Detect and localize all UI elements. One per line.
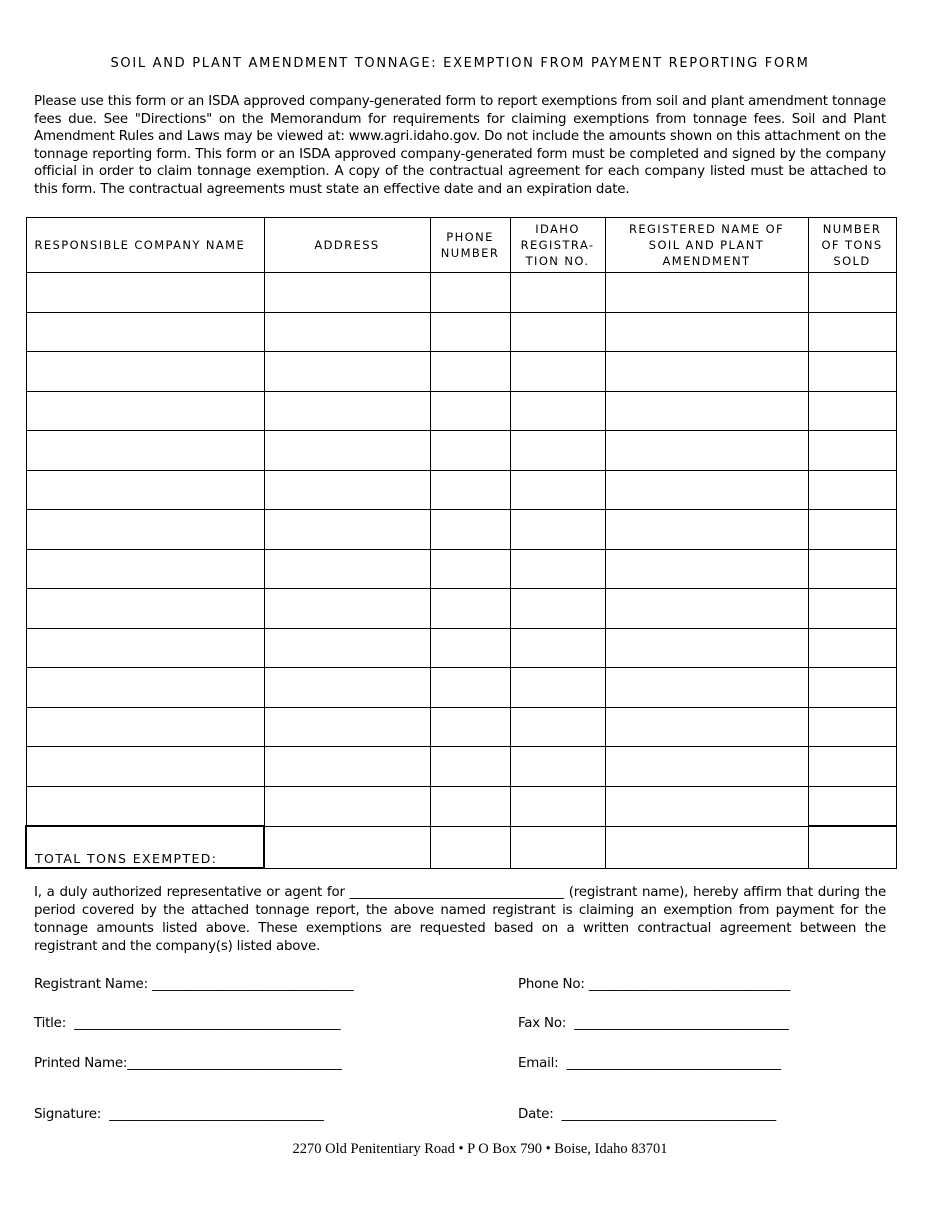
cell-tons-sold[interactable] (808, 668, 896, 708)
cell-registration[interactable] (510, 312, 605, 352)
cell-registration[interactable] (510, 470, 605, 510)
cell-phone[interactable] (430, 352, 510, 392)
cell-registration[interactable] (510, 628, 605, 668)
cell-registration[interactable] (510, 589, 605, 629)
cell-registered-name[interactable] (605, 391, 808, 431)
cell-registered-name[interactable] (605, 549, 808, 589)
total-row (26, 826, 896, 868)
col-header-idaho-line: IDAHO (535, 222, 580, 236)
cell-registered-name[interactable] (605, 786, 808, 826)
col-header-idaho-line: REGISTRA- (520, 238, 595, 252)
cell-tons-sold[interactable] (808, 312, 896, 352)
col-header-idaho-registration (510, 218, 605, 273)
printed-name-field[interactable]: Printed Name:_________________________________ (34, 1056, 342, 1071)
cell-registration[interactable] (510, 707, 605, 747)
cell-company[interactable] (26, 470, 264, 510)
footer-address: 2270 Old Penitentiary Road • P O Box 790 • Boise, Idaho 83701 (292, 1141, 668, 1157)
col-header-tons-line: NUMBER (822, 222, 882, 236)
cell-registered-name[interactable] (605, 707, 808, 747)
col-header-address: ADDRESS (264, 218, 430, 273)
total-cell-registration[interactable] (510, 826, 605, 868)
cell-address[interactable] (264, 589, 430, 629)
cell-tons-sold[interactable] (808, 628, 896, 668)
fax-field[interactable]: Fax No: _________________________________ (518, 1016, 789, 1031)
registrant-name-field[interactable]: Registrant Name: _______________________________ (34, 977, 354, 992)
cell-company[interactable] (26, 549, 264, 589)
cell-tons-sold[interactable] (808, 470, 896, 510)
table-row (26, 510, 896, 550)
cell-tons-sold[interactable] (808, 273, 896, 313)
cell-tons-sold[interactable] (808, 786, 896, 826)
cell-registered-name[interactable] (605, 747, 808, 787)
cell-tons-sold[interactable] (808, 352, 896, 392)
cell-tons-sold[interactable] (808, 747, 896, 787)
col-header-tons-line: OF TONS (821, 238, 883, 252)
cell-address[interactable] (264, 470, 430, 510)
cell-phone[interactable] (430, 549, 510, 589)
cell-tons-sold[interactable] (808, 707, 896, 747)
affirmation-paragraph: I, a duly authorized representative or agent for _________________________________ (registrant name), hereby affirm that during the period covered by the attached tonnage report, the above named registrant is claiming an exemption from payment for the tonnage amounts listed above. These exemptions are requested based on a written contractual agreement between the registrant and the company(s) listed above. (34, 885, 886, 954)
col-header-regname-line: REGISTERED NAME OF (628, 222, 785, 236)
cell-address[interactable] (264, 510, 430, 550)
cell-phone[interactable] (430, 747, 510, 787)
cell-registration[interactable] (510, 668, 605, 708)
cell-registration[interactable] (510, 352, 605, 392)
cell-tons-sold[interactable] (808, 510, 896, 550)
form-title: SOIL AND PLANT AMENDMENT TONNAGE: EXEMPTION FROM PAYMENT REPORTING FORM (110, 56, 810, 71)
cell-phone[interactable] (430, 391, 510, 431)
cell-phone[interactable] (430, 510, 510, 550)
cell-phone[interactable] (430, 589, 510, 629)
cell-registration[interactable] (510, 549, 605, 589)
cell-phone[interactable] (430, 707, 510, 747)
col-header-phone (430, 218, 510, 273)
table-row (26, 707, 896, 747)
cell-registration[interactable] (510, 431, 605, 471)
cell-company[interactable] (26, 707, 264, 747)
cell-address[interactable] (264, 668, 430, 708)
cell-company[interactable] (26, 431, 264, 471)
cell-phone[interactable] (430, 470, 510, 510)
cell-address[interactable] (264, 312, 430, 352)
total-cell-address[interactable] (264, 826, 430, 868)
col-header-registered-name (605, 218, 808, 273)
cell-registered-name[interactable] (605, 352, 808, 392)
table-header-row (26, 218, 896, 273)
cell-registered-name[interactable] (605, 589, 808, 629)
cell-address[interactable] (264, 273, 430, 313)
col-header-phone-line: NUMBER (440, 246, 500, 260)
cell-company[interactable] (26, 628, 264, 668)
table-row (26, 431, 896, 471)
cell-phone[interactable] (430, 273, 510, 313)
cell-address[interactable] (264, 747, 430, 787)
signature-field[interactable]: Signature: _________________________________ (34, 1107, 324, 1122)
cell-tons-sold[interactable] (808, 589, 896, 629)
cell-company[interactable] (26, 312, 264, 352)
table-row (26, 786, 896, 826)
cell-phone[interactable] (430, 628, 510, 668)
table-row (26, 668, 896, 708)
cell-registered-name[interactable] (605, 312, 808, 352)
col-header-regname-line: SOIL AND PLANT (648, 238, 765, 252)
cell-phone[interactable] (430, 668, 510, 708)
cell-tons-sold[interactable] (808, 431, 896, 471)
cell-company[interactable] (26, 786, 264, 826)
table-row (26, 549, 896, 589)
cell-registration[interactable] (510, 510, 605, 550)
cell-registered-name[interactable] (605, 628, 808, 668)
col-header-idaho-line: TION NO. (525, 254, 590, 268)
table-row (26, 589, 896, 629)
col-header-tons-sold (808, 218, 896, 273)
cell-company[interactable] (26, 391, 264, 431)
col-header-phone-line: PHONE (446, 230, 494, 244)
cell-registered-name[interactable] (605, 470, 808, 510)
table-row (26, 273, 896, 313)
cell-address[interactable] (264, 549, 430, 589)
phone-field[interactable]: Phone No: _______________________________ (518, 977, 791, 992)
col-header-regname-line: AMENDMENT (662, 254, 751, 268)
cell-address[interactable] (264, 391, 430, 431)
cell-company[interactable] (26, 352, 264, 392)
instructions-paragraph: Please use this form or an ISDA approved company-generated form to report exemptions from soil and plant amendment tonnage fees due. See "Directions" on the Memorandum for requirements for claiming exemptions from tonnage fees. Soil and Plant Amendment Rules and Laws may be viewed at: www.agri.idaho.gov. Do not include the amounts shown on this attachment on the tonnage reporting form. This form or an ISDA approved company-generated form must be completed and signed by the company official in order to claim tonnage exemption. A copy of the contractual agreement for each company listed must be attached to this form. The contractual agreements must state an effective date and an expiration date. (34, 94, 886, 197)
table-row (26, 312, 896, 352)
cell-tons-sold[interactable] (808, 549, 896, 589)
cell-phone[interactable] (430, 312, 510, 352)
title-field[interactable]: Title: _________________________________________ (34, 1016, 341, 1031)
cell-registered-name[interactable] (605, 510, 808, 550)
date-field[interactable]: Date: _________________________________ (518, 1107, 776, 1122)
cell-registration[interactable] (510, 786, 605, 826)
table-row (26, 747, 896, 787)
cell-company[interactable] (26, 668, 264, 708)
cell-address[interactable] (264, 786, 430, 826)
cell-registered-name[interactable] (605, 668, 808, 708)
col-header-company: RESPONSIBLE COMPANY NAME (26, 218, 264, 273)
cell-company[interactable] (26, 747, 264, 787)
cell-phone[interactable] (430, 786, 510, 826)
cell-company[interactable] (26, 589, 264, 629)
cell-address[interactable] (264, 707, 430, 747)
cell-registered-name[interactable] (605, 273, 808, 313)
cell-company[interactable] (26, 273, 264, 313)
table-row (26, 628, 896, 668)
email-field[interactable]: Email: _________________________________ (518, 1056, 781, 1071)
total-tons-value[interactable] (808, 826, 896, 868)
table-row (26, 352, 896, 392)
cell-registered-name[interactable] (605, 431, 808, 471)
table-body (26, 273, 896, 869)
table-row (26, 391, 896, 431)
table-row (26, 470, 896, 510)
cell-registration[interactable] (510, 273, 605, 313)
cell-address[interactable] (264, 628, 430, 668)
cell-phone[interactable] (430, 431, 510, 471)
cell-company[interactable] (26, 510, 264, 550)
total-tons-label: TOTAL TONS EXEMPTED: (26, 826, 264, 868)
cell-address[interactable] (264, 352, 430, 392)
exemption-table (25, 217, 897, 869)
cell-tons-sold[interactable] (808, 391, 896, 431)
total-cell-registered-name[interactable] (605, 826, 808, 868)
total-cell-phone[interactable] (430, 826, 510, 868)
col-header-tons-line: SOLD (833, 254, 871, 268)
cell-registration[interactable] (510, 747, 605, 787)
cell-address[interactable] (264, 431, 430, 471)
cell-registration[interactable] (510, 391, 605, 431)
